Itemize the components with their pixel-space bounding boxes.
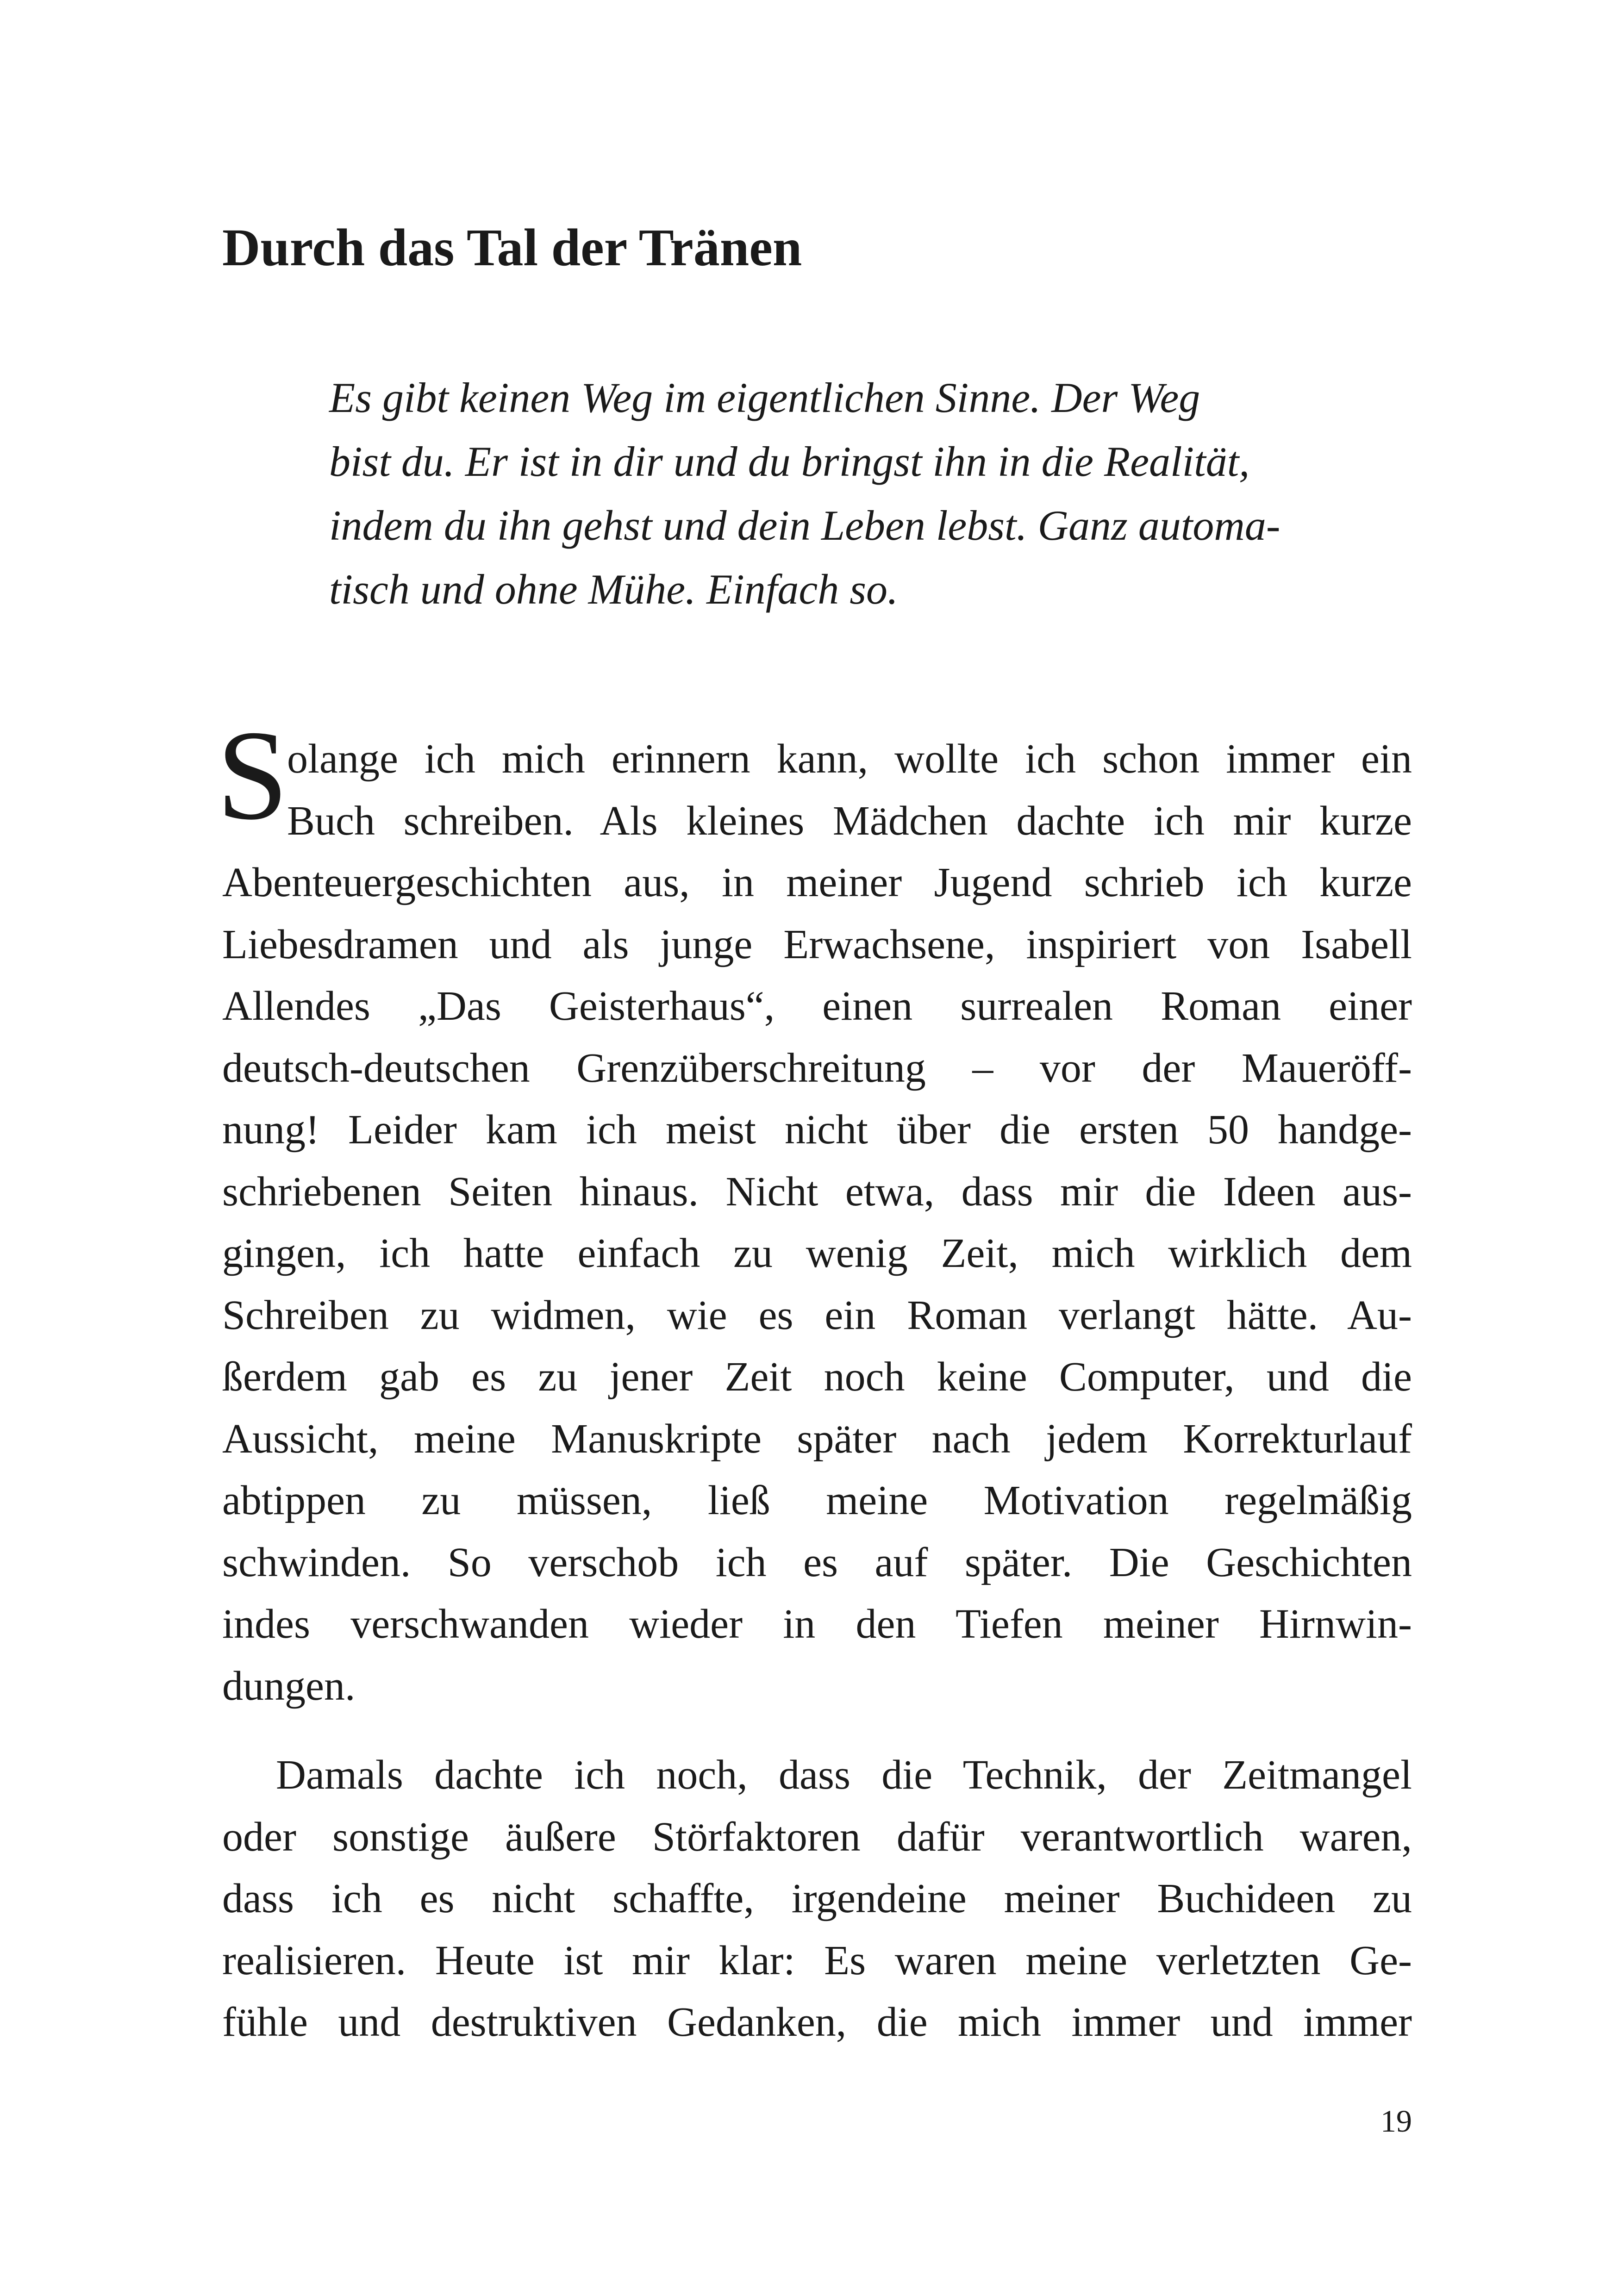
body-line: deutsch-deutschen Grenzüberschreitung – vor der Maueröff- [222, 1045, 1412, 1091]
epigraph-line: tisch und ohne Mühe. Einfach so. [329, 566, 899, 613]
epigraph-line: Es gibt keinen Weg im eigentlichen Sinne. Der Weg [329, 374, 1200, 421]
body-paragraph-2 [222, 1744, 1412, 2053]
epigraph-line: indem du ihn gehst und dein Leben lebst. Ganz automa- [329, 502, 1280, 549]
body-line: Allendes „Das Geisterhaus“, einen surrealen Roman einer [222, 983, 1412, 1029]
body-line: dass ich es nicht schaffte, irgendeine meiner Buchideen zu [222, 1876, 1412, 1921]
body-line: oder sonstige äußere Störfaktoren dafür verantwortlich waren, [222, 1814, 1412, 1860]
body-line: abtippen zu müssen, ließ meine Motivation regelmäßig [222, 1478, 1412, 1523]
body-line: ßerdem gab es zu jener Zeit noch keine Computer, und die [222, 1354, 1412, 1400]
body-line: Liebesdramen und als junge Erwachsene, inspiriert von Isabell [222, 921, 1412, 967]
body-line: olange ich mich erinnern kann, wollte ich schon immer ein [287, 736, 1412, 782]
body-line: gingen, ich hatte einfach zu wenig Zeit, mich wirklich dem [222, 1230, 1412, 1276]
body-line: nung! Leider kam ich meist nicht über die ersten 50 handge- [222, 1107, 1412, 1153]
body-line: realisieren. Heute ist mir klar: Es waren meine verletzten Ge- [222, 1937, 1412, 1983]
body-line: indes verschwanden wieder in den Tiefen meiner Hirnwin- [222, 1601, 1412, 1647]
epigraph-line: bist du. Er ist in dir und du bringst ihn in die Realität, [329, 438, 1250, 485]
drop-cap: S [217, 704, 288, 847]
body-line: schriebenen Seiten hinaus. Nicht etwa, dass mir die Ideen aus- [222, 1168, 1412, 1215]
body-line: schwinden. So verschob ich es auf später. Die Geschichten [222, 1539, 1412, 1585]
body-line: Schreiben zu widmen, wie es ein Roman verlangt hätte. Au- [222, 1292, 1412, 1338]
page-number: 19 [1380, 2103, 1412, 2139]
chapter-title: Durch das Tal der Tränen [222, 218, 802, 277]
body-line: Aussicht, meine Manuskripte später nach jedem Korrekturlauf [222, 1416, 1412, 1462]
body-paragraph-1 [222, 728, 1412, 1717]
body-line: Buch schreiben. Als kleines Mädchen dachte ich mir kurze [287, 798, 1412, 844]
body-line: dungen. [222, 1663, 356, 1709]
epigraph [329, 366, 1280, 621]
body-line: Damals dachte ich noch, dass die Technik, der Zeitmangel [276, 1752, 1412, 1798]
body-line: fühle und destruktiven Gedanken, die mich immer und immer [222, 1999, 1412, 2045]
body-line: Abenteuergeschichten aus, in meiner Jugend schrieb ich kurze [222, 860, 1412, 905]
